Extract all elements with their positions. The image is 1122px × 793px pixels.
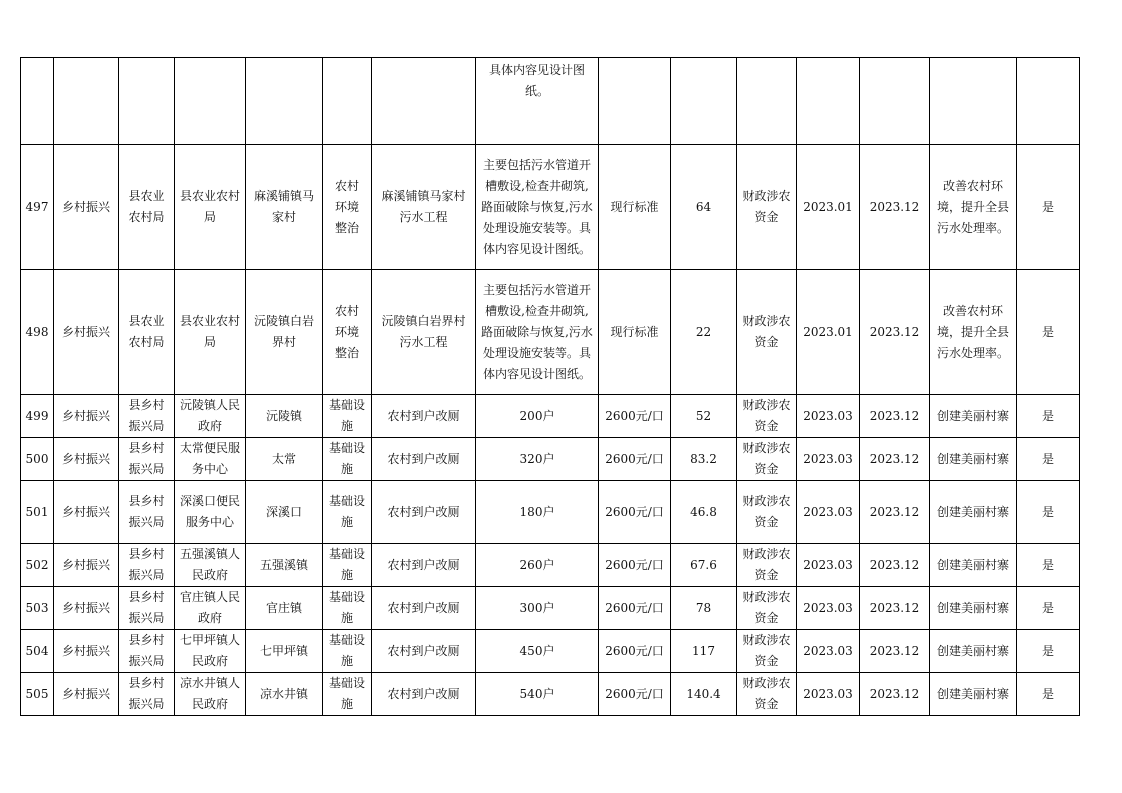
cell-dept: 县乡村振兴局 (119, 481, 175, 544)
cell-location: 沅陵镇 (246, 395, 323, 438)
cell-location: 五强溪镇 (246, 544, 323, 587)
cell-end: 2023.12 (860, 587, 930, 630)
cell-category: 乡村振兴 (54, 270, 119, 395)
table-row (21, 270, 1080, 395)
cell-flag (1017, 58, 1080, 145)
cell-goal: 创建美丽村寨 (930, 438, 1017, 481)
cell-location (246, 58, 323, 145)
cell-name: 麻溪铺镇马家村污水工程 (372, 145, 476, 270)
cell-no: 501 (21, 481, 54, 544)
cell-dept: 县乡村振兴局 (119, 544, 175, 587)
cell-end: 2023.12 (860, 630, 930, 673)
cell-content: 540户 (476, 673, 599, 716)
table-row (21, 630, 1080, 673)
cell-no: 502 (21, 544, 54, 587)
table-body (21, 58, 1080, 716)
cell-fund: 财政涉农资金 (737, 481, 797, 544)
cell-end: 2023.12 (860, 270, 930, 395)
cell-start: 2023.01 (797, 145, 860, 270)
cell-standard: 2600元/口 (599, 587, 671, 630)
cell-dept: 县乡村振兴局 (119, 395, 175, 438)
cell-end: 2023.12 (860, 544, 930, 587)
cell-start: 2023.03 (797, 438, 860, 481)
cell-dept: 县乡村振兴局 (119, 630, 175, 673)
cell-end: 2023.12 (860, 395, 930, 438)
cell-dept (119, 58, 175, 145)
cell-unit: 五强溪镇人民政府 (175, 544, 246, 587)
cell-end: 2023.12 (860, 145, 930, 270)
cell-name: 农村到户改厕 (372, 481, 476, 544)
cell-unit: 深溪口便民服务中心 (175, 481, 246, 544)
cell-unit: 凉水井镇人民政府 (175, 673, 246, 716)
cell-amount: 78 (671, 587, 737, 630)
cell-type (323, 145, 372, 270)
cell-content: 320户 (476, 438, 599, 481)
cell-location: 官庄镇 (246, 587, 323, 630)
cell-content: 主要包括污水管道开槽敷设,检查井砌筑,路面破除与恢复,污水处理设施安装等。具体内容见设计图纸。 (476, 270, 599, 395)
cell-name: 农村到户改厕 (372, 587, 476, 630)
cell-standard: 2600元/口 (599, 544, 671, 587)
cell-fund: 财政涉农资金 (737, 395, 797, 438)
cell-goal (930, 58, 1017, 145)
cell-start: 2023.03 (797, 630, 860, 673)
cell-standard (599, 58, 671, 145)
table-row (21, 673, 1080, 716)
cell-category (54, 58, 119, 145)
cell-fund (737, 58, 797, 145)
table-row (21, 438, 1080, 481)
cell-unit: 县农业农村局 (175, 145, 246, 270)
project-table (20, 57, 1080, 716)
cell-no: 504 (21, 630, 54, 673)
cell-dept: 县乡村振兴局 (119, 587, 175, 630)
cell-category: 乡村振兴 (54, 145, 119, 270)
cell-category: 乡村振兴 (54, 544, 119, 587)
cell-type: 基础设施 (323, 587, 372, 630)
cell-name: 农村到户改厕 (372, 438, 476, 481)
cell-goal: 创建美丽村寨 (930, 630, 1017, 673)
cell-standard: 现行标准 (599, 145, 671, 270)
cell-name: 沅陵镇白岩界村污水工程 (372, 270, 476, 395)
cell-end (860, 58, 930, 145)
cell-type: 基础设施 (323, 481, 372, 544)
cell-amount: 64 (671, 145, 737, 270)
cell-start: 2023.01 (797, 270, 860, 395)
cell-end: 2023.12 (860, 673, 930, 716)
cell-start: 2023.03 (797, 481, 860, 544)
cell-flag: 是 (1017, 587, 1080, 630)
cell-fund: 财政涉农资金 (737, 630, 797, 673)
cell-name: 农村到户改厕 (372, 395, 476, 438)
cell-amount: 46.8 (671, 481, 737, 544)
cell-type-text: 农村环境整治 (334, 178, 359, 235)
cell-start: 2023.03 (797, 673, 860, 716)
cell-standard: 2600元/口 (599, 438, 671, 481)
cell-fund: 财政涉农资金 (737, 587, 797, 630)
cell-start: 2023.03 (797, 544, 860, 587)
cell-no: 497 (21, 145, 54, 270)
table-row (21, 587, 1080, 630)
cell-content: 300户 (476, 587, 599, 630)
table-row (21, 145, 1080, 270)
cell-dept: 县乡村振兴局 (119, 438, 175, 481)
table-row (21, 58, 1080, 145)
project-table-container (20, 57, 1079, 716)
cell-type (323, 58, 372, 145)
cell-location: 麻溪铺镇马家村 (246, 145, 323, 270)
cell-category: 乡村振兴 (54, 395, 119, 438)
cell-goal: 创建美丽村寨 (930, 673, 1017, 716)
cell-unit (175, 58, 246, 145)
cell-no: 499 (21, 395, 54, 438)
cell-amount: 140.4 (671, 673, 737, 716)
cell-amount: 83.2 (671, 438, 737, 481)
cell-dept: 县农业农村局 (119, 270, 175, 395)
cell-flag: 是 (1017, 438, 1080, 481)
cell-standard: 现行标准 (599, 270, 671, 395)
cell-content: 180户 (476, 481, 599, 544)
cell-goal: 创建美丽村寨 (930, 395, 1017, 438)
table-row (21, 544, 1080, 587)
cell-no: 503 (21, 587, 54, 630)
cell-start: 2023.03 (797, 395, 860, 438)
cell-content: 主要包括污水管道开槽敷设,检查井砌筑,路面破除与恢复,污水处理设施安装等。具体内容见设计图纸。 (476, 145, 599, 270)
cell-flag: 是 (1017, 270, 1080, 395)
cell-goal: 创建美丽村寨 (930, 544, 1017, 587)
cell-flag: 是 (1017, 630, 1080, 673)
cell-fund: 财政涉农资金 (737, 145, 797, 270)
cell-amount: 67.6 (671, 544, 737, 587)
cell-name (372, 58, 476, 145)
cell-no (21, 58, 54, 145)
cell-content: 450户 (476, 630, 599, 673)
cell-content: 具体内容见设计图纸。 (476, 58, 599, 145)
cell-type: 基础设施 (323, 544, 372, 587)
cell-dept: 县乡村振兴局 (119, 673, 175, 716)
cell-start: 2023.03 (797, 587, 860, 630)
cell-fund: 财政涉农资金 (737, 270, 797, 395)
cell-amount (671, 58, 737, 145)
cell-location: 太常 (246, 438, 323, 481)
cell-unit: 沅陵镇人民政府 (175, 395, 246, 438)
cell-type: 基础设施 (323, 673, 372, 716)
cell-location: 七甲坪镇 (246, 630, 323, 673)
cell-type: 基础设施 (323, 438, 372, 481)
cell-name: 农村到户改厕 (372, 673, 476, 716)
cell-standard: 2600元/口 (599, 481, 671, 544)
cell-unit: 官庄镇人民政府 (175, 587, 246, 630)
table-row (21, 395, 1080, 438)
cell-unit: 七甲坪镇人民政府 (175, 630, 246, 673)
cell-name: 农村到户改厕 (372, 544, 476, 587)
cell-type (323, 270, 372, 395)
cell-unit: 县农业农村局 (175, 270, 246, 395)
cell-location: 沅陵镇白岩界村 (246, 270, 323, 395)
cell-fund: 财政涉农资金 (737, 673, 797, 716)
cell-dept: 县农业农村局 (119, 145, 175, 270)
cell-category: 乡村振兴 (54, 587, 119, 630)
cell-goal: 改善农村环境，提升全县污水处理率。 (930, 145, 1017, 270)
cell-no: 498 (21, 270, 54, 395)
cell-flag: 是 (1017, 145, 1080, 270)
cell-no: 505 (21, 673, 54, 716)
cell-flag: 是 (1017, 544, 1080, 587)
cell-end: 2023.12 (860, 481, 930, 544)
cell-no: 500 (21, 438, 54, 481)
cell-goal: 改善农村环境，提升全县污水处理率。 (930, 270, 1017, 395)
cell-flag: 是 (1017, 673, 1080, 716)
cell-standard: 2600元/口 (599, 630, 671, 673)
cell-amount: 22 (671, 270, 737, 395)
cell-amount: 52 (671, 395, 737, 438)
cell-type-text: 农村环境整治 (334, 303, 359, 360)
cell-name: 农村到户改厕 (372, 630, 476, 673)
cell-flag: 是 (1017, 395, 1080, 438)
cell-type: 基础设施 (323, 630, 372, 673)
cell-location: 深溪口 (246, 481, 323, 544)
cell-fund: 财政涉农资金 (737, 438, 797, 481)
cell-location: 凉水井镇 (246, 673, 323, 716)
cell-category: 乡村振兴 (54, 481, 119, 544)
cell-category: 乡村振兴 (54, 438, 119, 481)
cell-standard: 2600元/口 (599, 673, 671, 716)
cell-flag: 是 (1017, 481, 1080, 544)
cell-amount: 117 (671, 630, 737, 673)
cell-end: 2023.12 (860, 438, 930, 481)
cell-goal: 创建美丽村寨 (930, 481, 1017, 544)
cell-unit: 太常便民服务中心 (175, 438, 246, 481)
cell-fund: 财政涉农资金 (737, 544, 797, 587)
cell-start (797, 58, 860, 145)
cell-standard: 2600元/口 (599, 395, 671, 438)
cell-type: 基础设施 (323, 395, 372, 438)
table-row (21, 481, 1080, 544)
cell-category: 乡村振兴 (54, 630, 119, 673)
cell-category: 乡村振兴 (54, 673, 119, 716)
cell-goal: 创建美丽村寨 (930, 587, 1017, 630)
cell-content: 200户 (476, 395, 599, 438)
cell-content: 260户 (476, 544, 599, 587)
